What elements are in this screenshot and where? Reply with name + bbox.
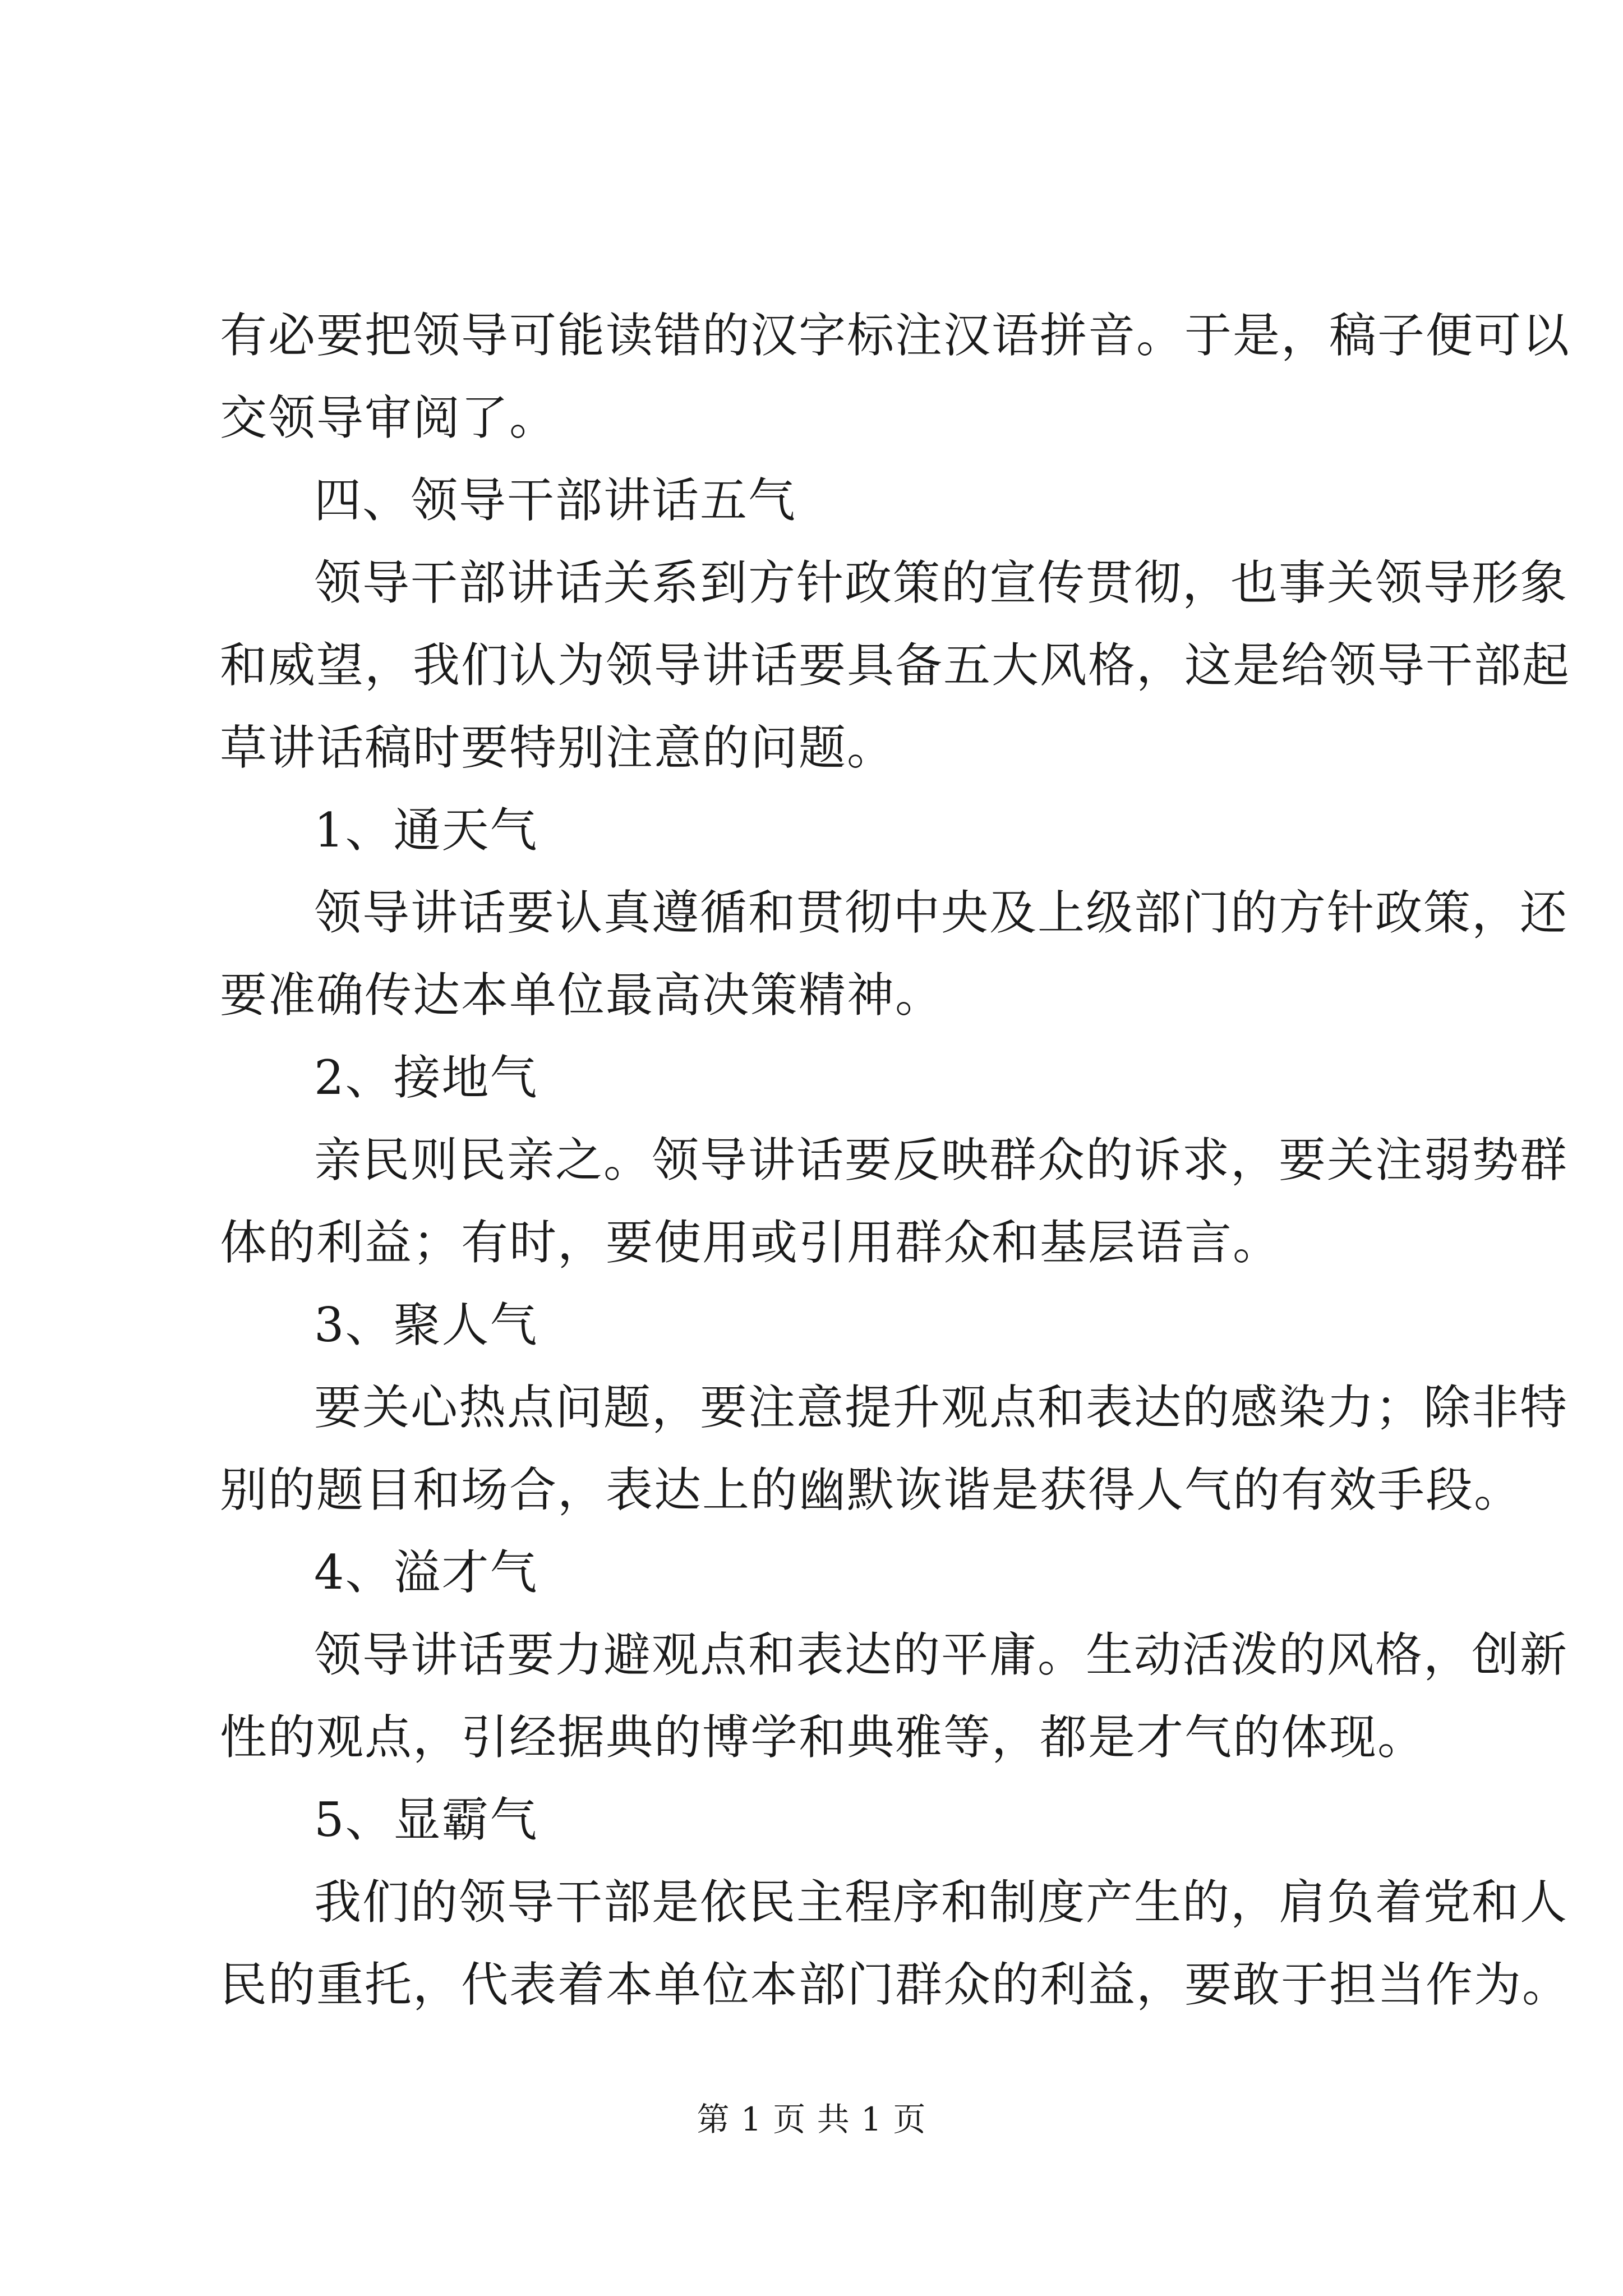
section-heading: 四、领导干部讲话五气 [314, 473, 797, 528]
text-line: 领导干部讲话关系到方针政策的宣传贯彻，也事关领导形象 [314, 555, 1569, 610]
text-line: 性的观点，引经据典的博学和典雅等，都是才气的体现。 [220, 1710, 1426, 1765]
text-line: 交领导审阅了。 [220, 390, 558, 445]
text-line: 民的重托，代表着本单位本部门群众的利益，要敢于担当作为。 [220, 1957, 1571, 2012]
item-heading: 1、通天气 [314, 803, 538, 858]
text-line: 别的题目和场合，表达上的幽默诙谐是获得人气的有效手段。 [220, 1462, 1523, 1517]
page-footer: 第 1 页 共 1 页 [697, 2100, 926, 2138]
text-line: 领导讲话要力避观点和表达的平庸。生动活泼的风格，创新 [314, 1627, 1569, 1682]
text-line: 领导讲话要认真遵循和贯彻中央及上级部门的方针政策，还 [314, 885, 1569, 940]
text-line: 要关心热点问题，要注意提升观点和表达的感染力；除非特 [314, 1380, 1569, 1435]
text-line: 亲民则民亲之。领导讲话要反映群众的诉求，要关注弱势群 [314, 1133, 1569, 1188]
text-line: 草讲话稿时要特别注意的问题。 [220, 720, 896, 775]
item-heading: 2、接地气 [314, 1050, 538, 1105]
text-line: 我们的领导干部是依民主程序和制度产生的，肩负着党和人 [314, 1875, 1569, 1930]
item-heading: 4、溢才气 [314, 1545, 538, 1600]
text-line: 有必要把领导可能读错的汉字标注汉语拼音。于是，稿子便可以 [220, 308, 1571, 363]
item-heading: 5、显霸气 [314, 1792, 538, 1847]
text-line: 和威望，我们认为领导讲话要具备五大风格，这是给领导干部起 [220, 638, 1571, 693]
text-line: 体的利益；有时，要使用或引用群众和基层语言。 [220, 1215, 1281, 1270]
document-body [220, 295, 1571, 2026]
item-heading: 3、聚人气 [314, 1297, 538, 1352]
text-line: 要准确传达本单位最高决策精神。 [220, 968, 944, 1023]
